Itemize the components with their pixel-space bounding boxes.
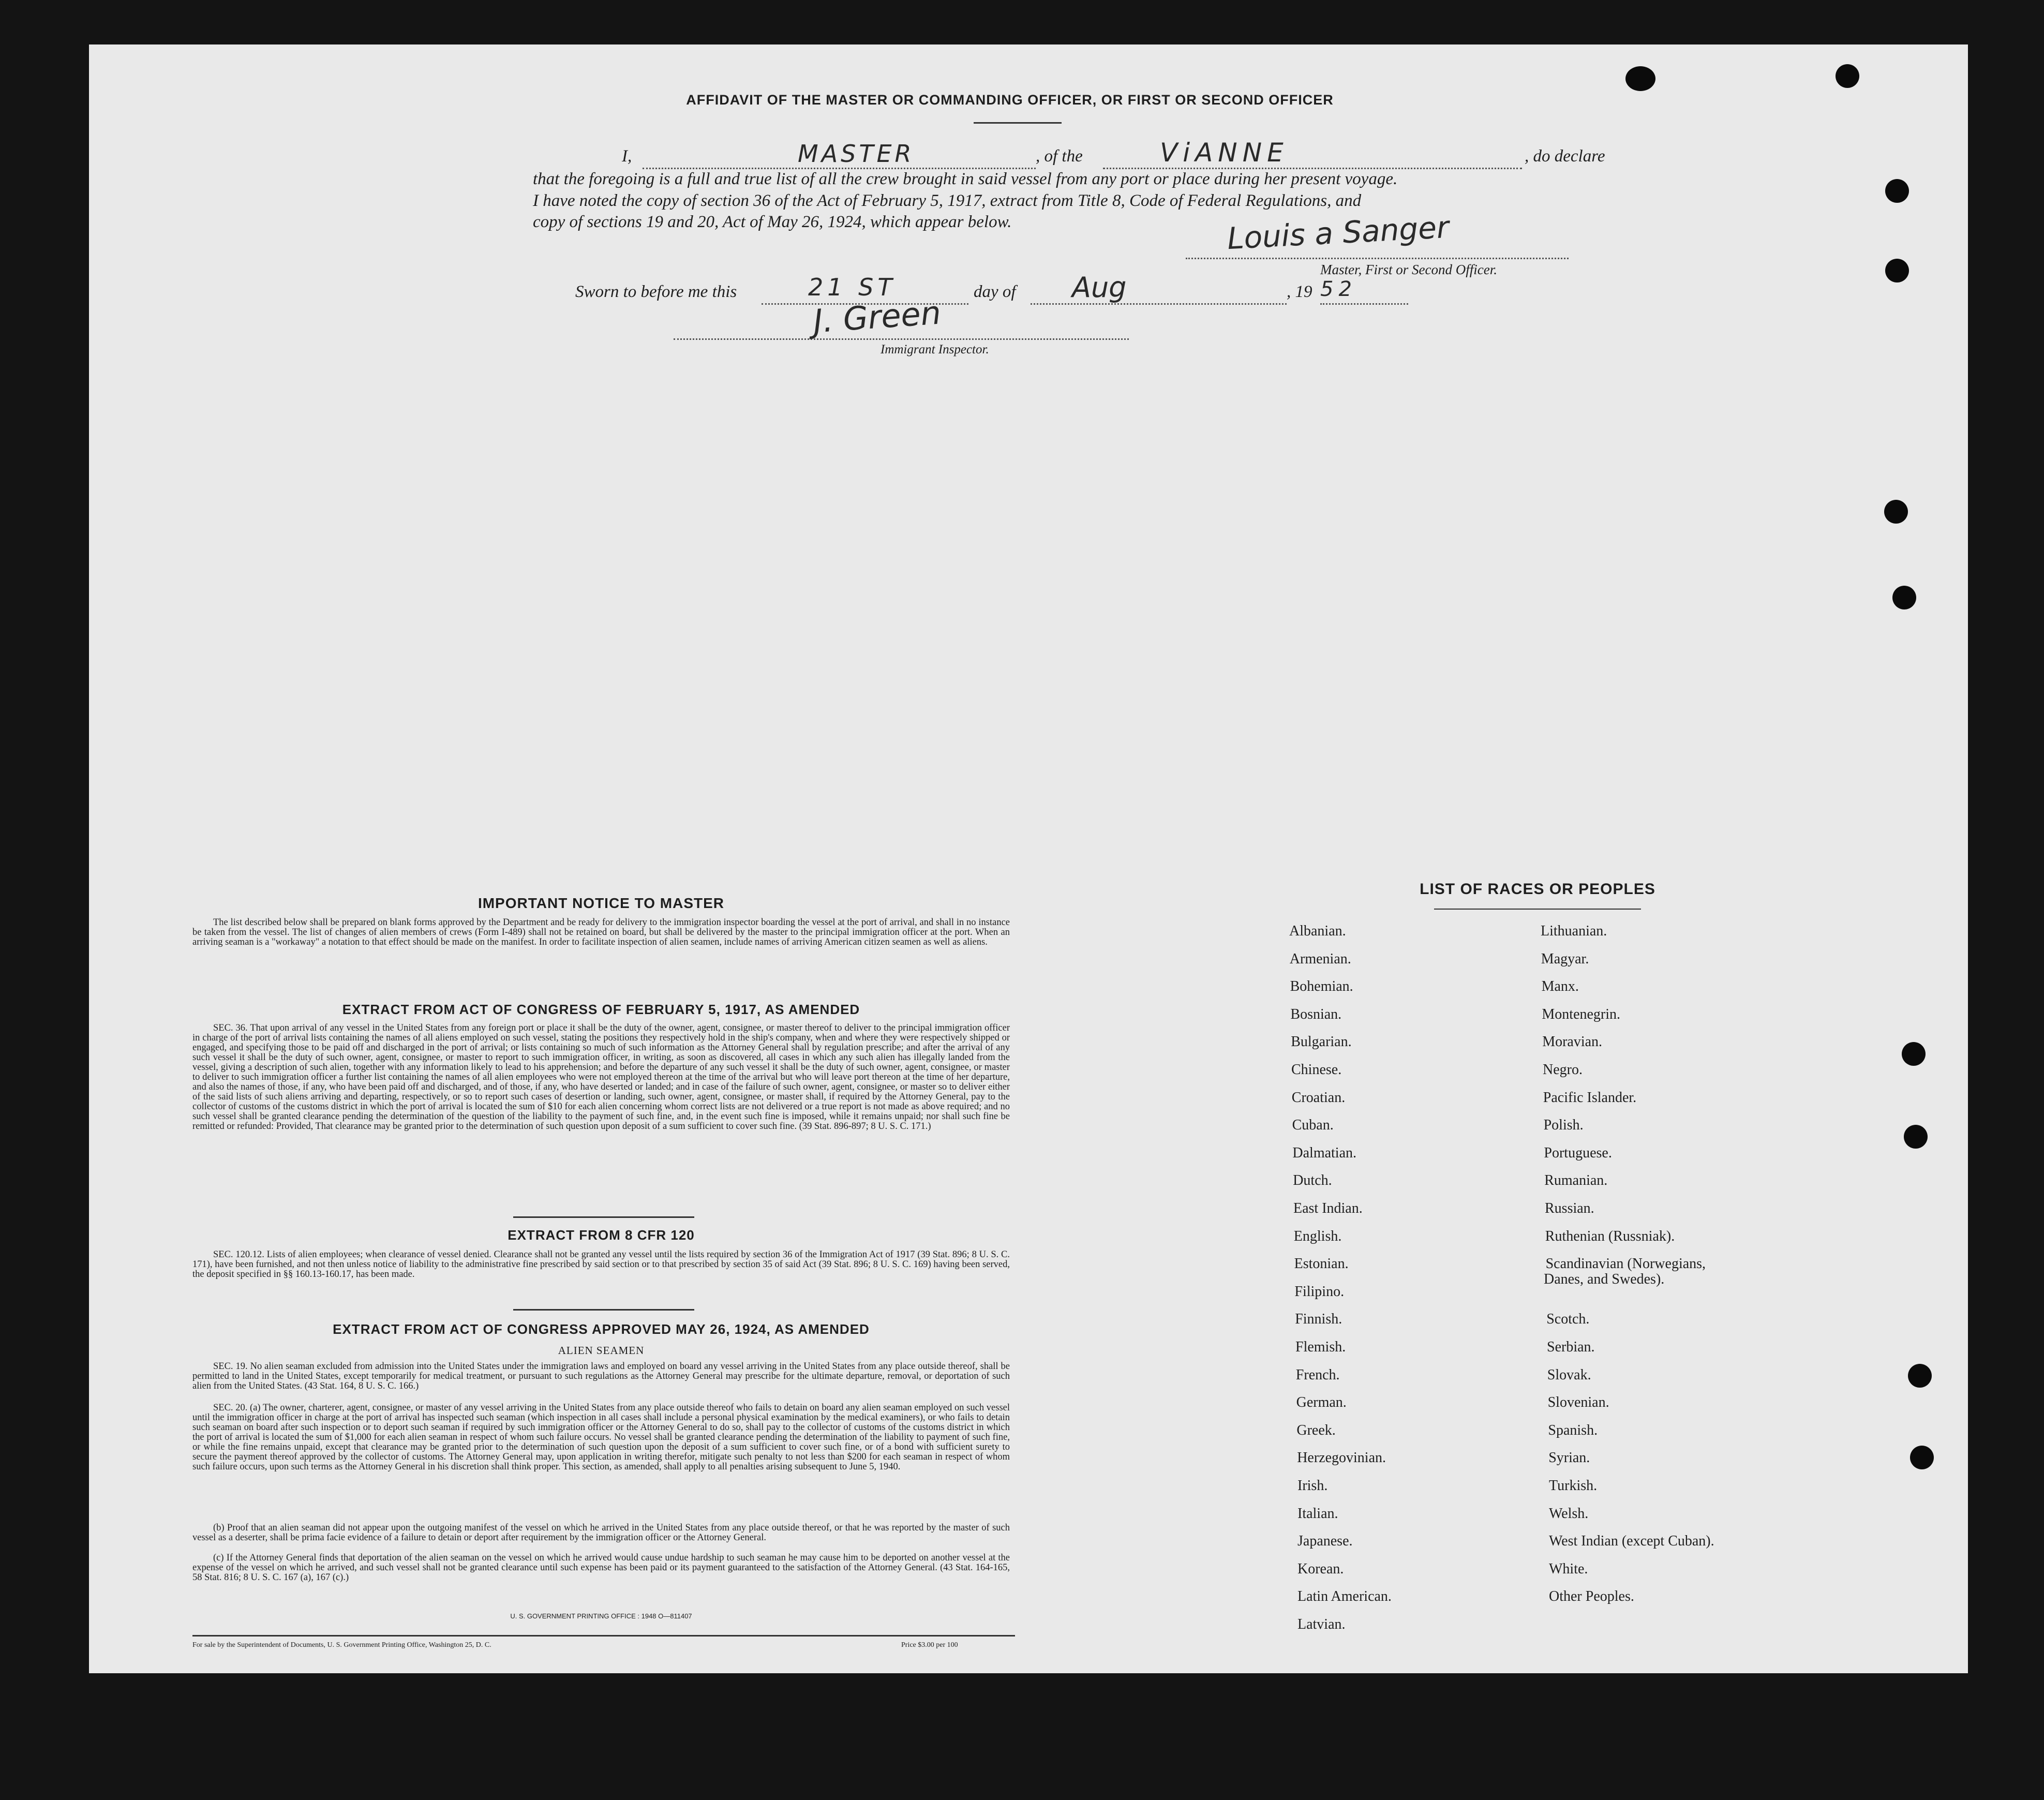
inspector-caption: Immigrant Inspector. [881, 343, 989, 356]
vessel-field [1103, 138, 1522, 169]
footer-left: For sale by the Superintendent of Documents, U. S. Government Printing Office, Washington 25, D. C. [192, 1641, 491, 1649]
race-item: Moravian. [1542, 1034, 1603, 1050]
affidavit-line1 [622, 138, 1667, 173]
race-item: Bohemian. [1290, 978, 1353, 995]
of-the-label: , of the [1036, 147, 1083, 166]
extract-1917-text: SEC. 36. That upon arrival of any vessel in the United States from any foreign port or place it shall be the duty of the owner, agent, consignee, or master thereof to deliver to the principal immigration officer in charge of the port of arrival lists containing the names of all aliens employed on such vessel, stating the positions they respectively hold in the ship's company, when and where they were respectively shipped or engaged, and specifying those to be paid off and discharged in the port of arrival; or lists containing so much of such information as the Attorney General shall by regulation prescribe; and after the arrival of any such vessel it shall be the duty of such owner, agent, consignee, or master to report to such immigration officer, in writing, as soon as discovered, all cases in which any such alien has illegally landed from the vessel, giving a description of such alien, together with any information likely to lead to his apprehension; and before the departure of any such vessel it shall be the duty of such owner, agent, consignee, or master to deliver to such immigration officer a further list containing the names of all alien employees who were not employed thereon at the time of the arrival but who will leave port thereon at the time of her departure, and also the names of those, if any, who have been paid off and discharged, and of those, if any, who have deserted or landed; and in case of the failure of such owner, agent, consignee, or master so to deliver either of the said lists of such aliens arriving and departing, respectively, or so to report such cases of desertion or landing, such owner, agent, consignee, or master shall, if required by the Attorney General, pay to the collector of customs of the customs district in which the port of arrival is located the sum of $10 for each alien concerning whom correct lists are not delivered or a true report is not made as above required; and no such vessel shall be granted clearance pending the determination of the question of the liability to the payment of such fine, and, in the event such fine is imposed, while it remains unpaid; nor shall such fine be remitted or refunded: Provided, That clearance may be granted prior to the determination of such question upon deposit of a sum sufficient to cover such fine. (39 Stat. 896-897; 8 U. S. C. 171.) [192, 1023, 1010, 1132]
month-field [1031, 271, 1287, 305]
race-item: Estonian. [1294, 1256, 1349, 1272]
year-field [1320, 277, 1408, 305]
punch-hole [1908, 1364, 1932, 1388]
punch-hole [1625, 66, 1655, 91]
race-item: Spanish. [1548, 1422, 1598, 1438]
rule-1 [513, 1216, 694, 1218]
race-item: Armenian. [1289, 950, 1351, 967]
race-item: Turkish. [1549, 1478, 1598, 1494]
race-item: Danes, and Swedes). [1544, 1271, 1665, 1288]
race-item: Herzegovinian. [1297, 1450, 1386, 1466]
rank-field [643, 140, 1036, 169]
alien-seamen-subtitle: ALIEN SEAMEN [558, 1344, 645, 1357]
rule-2 [513, 1309, 694, 1311]
race-item: Italian. [1297, 1505, 1338, 1522]
day-of-label: day of [974, 282, 1016, 301]
punch-hole [1892, 586, 1916, 609]
race-item: Cuban. [1292, 1117, 1334, 1134]
races-title-rule [1434, 909, 1641, 910]
race-item: Bulgarian. [1291, 1034, 1352, 1050]
day-value: 21 ST [808, 273, 897, 301]
race-item: Montenegrin. [1542, 1006, 1621, 1022]
sec20c-text: (c) If the Attorney General finds that deportation of the alien seaman on the vessel on which he arrived would cause undue hardship to such seaman he may cause him to be deported on another vessel at the expense of the vessel on which he arrived, and such vessel shall not be granted clearance until such expense has been paid or its payment guaranteed to the satisfaction of the Attorney General. (43 Stat. 164-165, 58 Stat. 816; 8 U. S. C. 167 (a), 167 (c).) [192, 1553, 1010, 1583]
race-item: Slovenian. [1547, 1394, 1609, 1411]
race-item: Russian. [1545, 1200, 1594, 1216]
race-item: West Indian (except Cuban). [1549, 1533, 1714, 1550]
race-item: Portuguese. [1544, 1144, 1612, 1161]
race-item: German. [1296, 1394, 1347, 1411]
inspector-signature: J. Green [812, 293, 943, 340]
punch-hole [1904, 1125, 1928, 1149]
sec20a-text: SEC. 20. (a) The owner, charterer, agent, consignee, or master of any vessel arriving in the United States from any place outside thereof who fails to detain on board any alien seaman employed on such vessel until the immigration officer in charge at the port of arrival has inspected such seaman (which inspection in all cases shall include a personal physical examination by the medical examiners), or who fails to detain such seaman on board after such inspection or to deport such seaman if required by such immigration officer or the Attorney General to do so, shall pay to the collector of customs of the customs district in which the port of arrival is located the sum of $1,000 for each alien seaman in respect of whom such failure occurs. No vessel shall be granted clearance pending the determination of the liability to payment of such fine, or while the fine remains unpaid, except that clearance may be granted prior to the determination of such question upon the deposit of a sum sufficient to cover such fine, or of a bond with sufficient surety to secure the payment thereof approved by the collector of customs. The Attorney General may, upon application in writing therefor, mitigate such penalty to not less than $200 for each seaman in respect of whom such failure occurs, upon such terms as the Attorney General in his discretion shall think proper. This section, as amended, shall apply to all penalties arising subsequent to June 5, 1940. [192, 1403, 1010, 1472]
punch-hole [1885, 259, 1909, 282]
sworn-label: Sworn to before me this [575, 282, 737, 301]
punch-hole [1902, 1042, 1926, 1066]
extract-cfr-text: SEC. 120.12. Lists of alien employees; when clearance of vessel denied. Clearance shall not be granted any vessel until the lists required by section 36 of the Immigration Act of 1917 (39 Stat. 896; 8 U. S. C. 171), have been furnished, and not then unless notice of liability to the administrative fine prescribed by said section or to that prescribed by section 35 of said Act (39 Stat. 896; 8 U. S. C. 169) having been served, the deposit specified in §§ 160.13-160.17, has been made. [192, 1249, 1010, 1280]
race-item: Dutch. [1293, 1172, 1332, 1189]
race-item: Manx. [1541, 978, 1579, 995]
race-item: East Indian. [1293, 1200, 1363, 1216]
extract-1924-title: EXTRACT FROM ACT OF CONGRESS APPROVED MAY 26, 1924, AS AMENDED [333, 1321, 870, 1337]
race-item: Scandinavian (Norwegians, [1545, 1256, 1706, 1272]
footer-rule [192, 1635, 1015, 1637]
race-item: Filipino. [1294, 1283, 1345, 1300]
title-rule [974, 122, 1062, 124]
race-item: Other Peoples. [1549, 1588, 1634, 1605]
race-item: Serbian. [1547, 1339, 1595, 1355]
month-value: Aug [1072, 271, 1127, 304]
race-item: Croatian. [1291, 1089, 1346, 1106]
race-item: Finnish. [1295, 1311, 1342, 1328]
race-item: Negro. [1543, 1062, 1583, 1078]
notice-text: The list described below shall be prepared on blank forms approved by the Department and be ready for delivery to the immigration inspector boarding the vessel at the port of arrival, and shall in no instance be taken from the vessel. The list of changes of alien members of crews (Form I-489) shall not be retained on board, but shall be delivered by the master to the principal immigration officer at the port. When an arriving seaman is a "workaway" a notation to that effect should be made on the manifest. In order to facilitate inspection of alien seamen, include names of arriving American citizen seamen as well as aliens. [192, 917, 1010, 947]
race-item: Albanian. [1289, 923, 1346, 939]
race-item: Japanese. [1297, 1533, 1353, 1550]
race-item: Bosnian. [1290, 1006, 1342, 1022]
race-item: Korean. [1297, 1560, 1344, 1577]
notice-title: IMPORTANT NOTICE TO MASTER [478, 895, 725, 911]
punch-hole [1836, 64, 1859, 88]
affidavit-title: AFFIDAVIT OF THE MASTER OR COMMANDING OFFICER, OR FIRST OR SECOND OFFICER [686, 92, 1334, 108]
race-item: Irish. [1297, 1478, 1328, 1494]
gpo-line: U. S. GOVERNMENT PRINTING OFFICE : 1948 O—811407 [510, 1612, 692, 1620]
rank-value: MASTER [798, 140, 915, 168]
race-item: Rumanian. [1544, 1172, 1608, 1189]
race-item: Chinese. [1291, 1062, 1342, 1078]
inspector-signature-line [674, 338, 1129, 340]
race-item: Flemish. [1295, 1339, 1346, 1355]
race-item: Polish. [1543, 1117, 1584, 1134]
race-item: Welsh. [1549, 1505, 1589, 1522]
race-item: Latvian. [1297, 1616, 1346, 1632]
race-item: Greek. [1296, 1422, 1336, 1438]
race-item: Ruthenian (Russniak). [1545, 1228, 1675, 1244]
races-title: LIST OF RACES OR PEOPLES [1420, 881, 1655, 898]
race-item: Magyar. [1541, 950, 1589, 967]
punch-hole [1910, 1446, 1934, 1469]
sec19-text: SEC. 19. No alien seaman excluded from admission into the United States under the immigration laws and employed on board any vessel arriving in the United States from any place outside thereof, shall be permitted to land in the United States, except temporarily for medical treatment, or pursuant to such regulations as the Attorney General may prescribe for the ultimate departure, removal, or deportation of such alien from the United States. (43 Stat. 164, 8 U. S. C. 166.) [192, 1361, 1010, 1391]
document-sheet [89, 44, 1968, 1673]
race-item: Latin American. [1297, 1588, 1392, 1605]
extract-cfr-title: EXTRACT FROM 8 CFR 120 [508, 1227, 695, 1243]
master-caption: Master, First or Second Officer. [1320, 262, 1497, 277]
affidavit-line3: I have noted the copy of section 36 of the Act of February 5, 1917, extract from Title 8, Code of Federal Regulations, and [533, 191, 1362, 210]
extract-1917-title: EXTRACT FROM ACT OF CONGRESS OF FEBRUARY 5, 1917, AS AMENDED [342, 1002, 860, 1017]
affidavit-line2: that the foregoing is a full and true list of all the crew brought in said vessel from any port or place during her present voyage. [533, 170, 1398, 188]
i-label: I, [622, 147, 632, 166]
race-item: White. [1549, 1560, 1588, 1577]
race-item: Lithuanian. [1541, 923, 1607, 939]
race-item: Pacific Islander. [1543, 1089, 1637, 1106]
do-declare-label: , do declare [1525, 147, 1605, 166]
race-item: Scotch. [1546, 1311, 1590, 1328]
race-item: Syrian. [1548, 1450, 1590, 1466]
sworn-line [575, 271, 1455, 314]
master-signature: Louis a Sanger [1226, 209, 1450, 257]
master-signature-line [1186, 258, 1569, 259]
affidavit-line4: copy of sections 19 and 20, Act of May 26, 1924, which appear below. [533, 213, 1012, 231]
footer-right: Price $3.00 per 100 [901, 1641, 958, 1649]
punch-hole [1885, 179, 1909, 203]
race-item: English. [1293, 1228, 1342, 1244]
race-item: Slovak. [1547, 1366, 1591, 1383]
year-value: 52 [1320, 277, 1357, 301]
year-label: , 19 [1287, 282, 1312, 301]
vessel-value: ViANNE [1160, 138, 1289, 168]
race-item: French. [1295, 1366, 1340, 1383]
race-item: Dalmatian. [1292, 1144, 1357, 1161]
sec20b-text: (b) Proof that an alien seaman did not appear upon the outgoing manifest of the vessel on which he arrived in the United States from any place outside thereof, or that he was reported by the master of such vessel as a deserter, shall be prima facie evidence of a failure to detain or deport after requirement by the immigration officer or the Attorney General. [192, 1523, 1010, 1543]
punch-hole [1884, 500, 1908, 524]
